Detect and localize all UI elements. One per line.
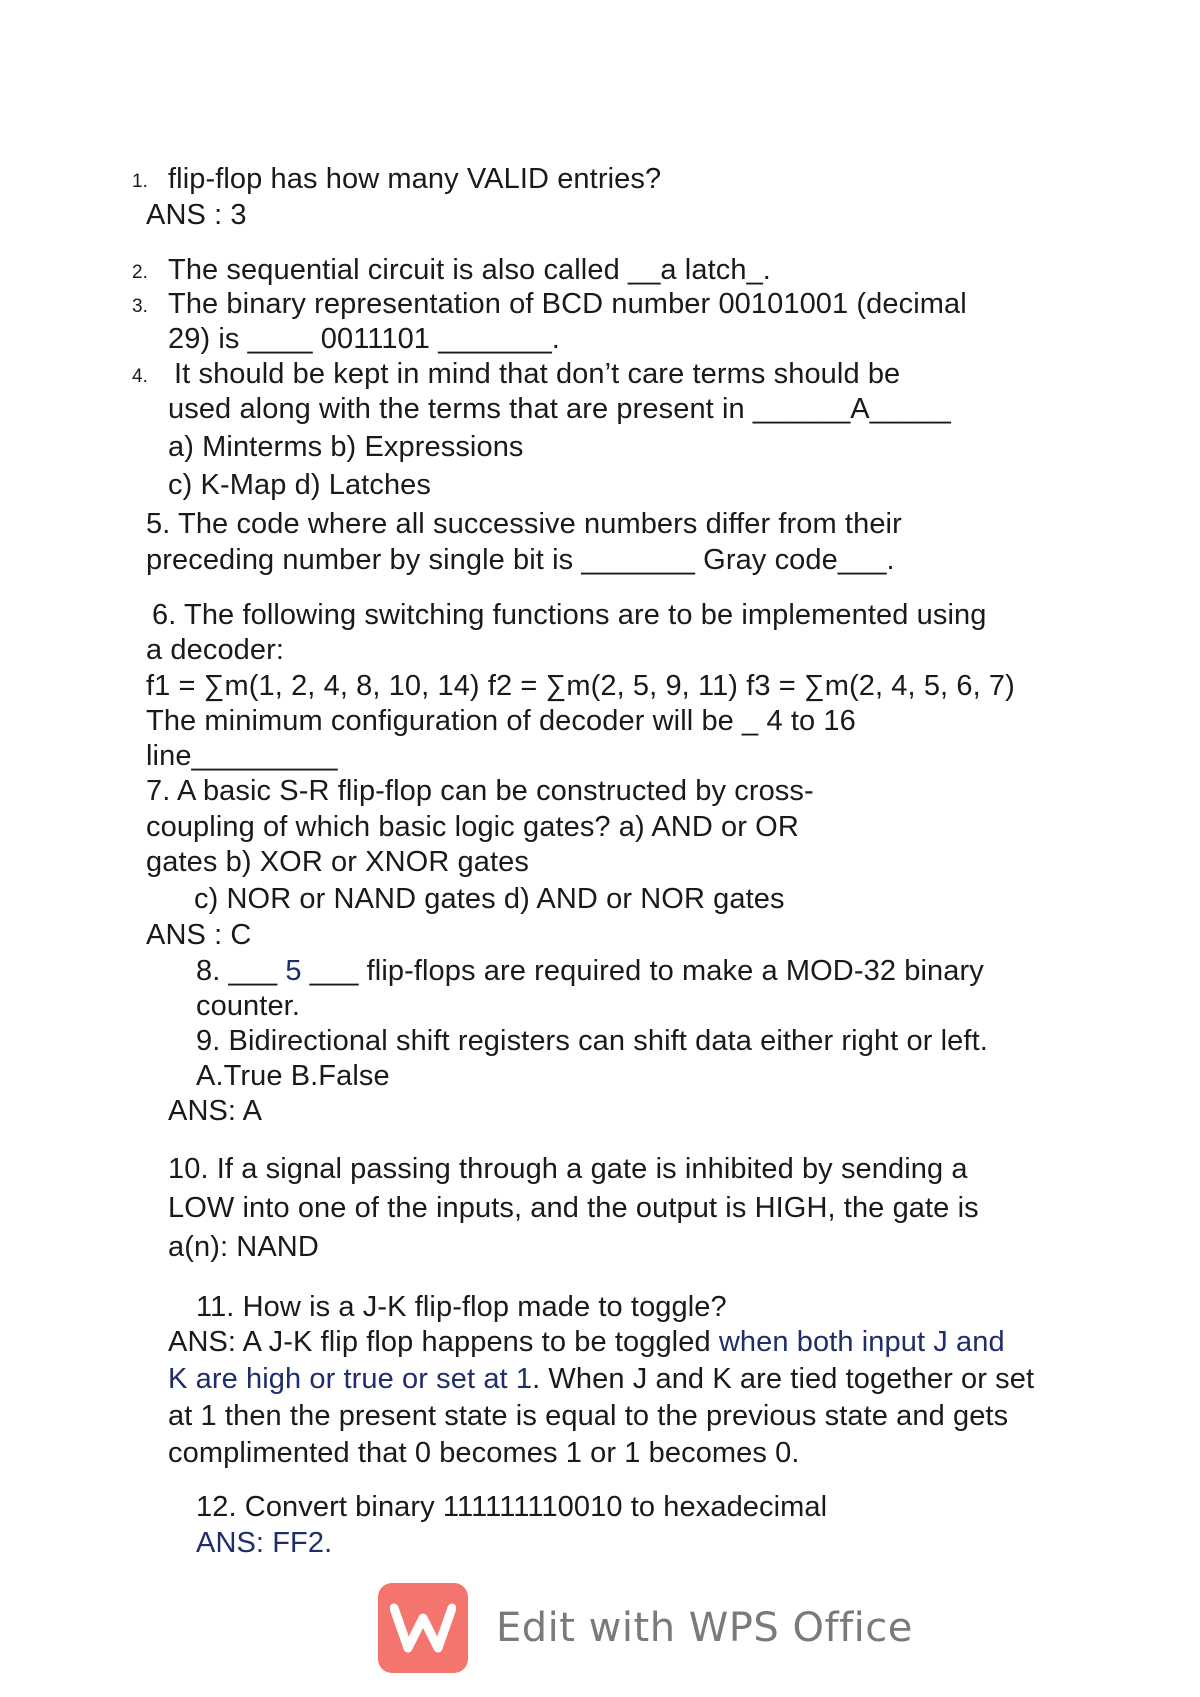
- question-1-number: 1.: [132, 171, 148, 192]
- question-4-line-1: It should be kept in mind that don’t care terms should be: [174, 358, 901, 390]
- question-6-functions: f1 = ∑m(1, 2, 4, 8, 10, 14) f2 = ∑m(2, 5, 9, 11) f3 = ∑m(2, 4, 5, 6, 7): [146, 670, 1015, 702]
- question-11-answer-line-3: at 1 then the present state is equal to the previous state and gets: [168, 1400, 1009, 1432]
- question-6-line-1: 6. The following switching functions are to be implemented using: [152, 599, 987, 631]
- question-11-answer-2b: . When J and K are tied together or set: [532, 1363, 1035, 1395]
- question-7-line-1: 7. A basic S-R flip-flop can be constructed by cross-: [146, 775, 814, 807]
- question-11-answer-1a: ANS: A J-K flip flop happens to be toggled: [168, 1326, 719, 1358]
- question-8-line-1: [196, 954, 984, 988]
- question-6-line-2: a decoder:: [146, 634, 285, 666]
- question-5-line-2: preceding number by single bit is _______ Gray code___.: [146, 544, 895, 576]
- question-4-line-2: used along with the terms that are present in ______A_____: [168, 393, 951, 425]
- question-11-line-1: 11. How is a J-K flip-flop made to toggle?: [196, 1291, 727, 1323]
- question-8-line-2: counter.: [196, 990, 300, 1022]
- wps-w-logo-icon: [378, 1583, 468, 1673]
- question-10-line-3: a(n): NAND: [168, 1231, 319, 1263]
- question-6-line-4: The minimum configuration of decoder will be _ 4 to 16: [146, 705, 856, 737]
- question-7-line-3: gates b) XOR or XNOR gates: [146, 846, 529, 878]
- question-4-number: 4.: [132, 366, 148, 387]
- question-8-prefix: 8. ___: [196, 955, 286, 987]
- question-10-line-2: LOW into one of the inputs, and the output is HIGH, the gate is: [168, 1192, 979, 1224]
- question-7-answer: ANS : C: [146, 919, 252, 951]
- wps-watermark[interactable]: [378, 1582, 913, 1674]
- question-9-answer: ANS: A: [168, 1095, 263, 1127]
- question-2-text: The sequential circuit is also called __a latch_.: [168, 254, 771, 286]
- question-10-line-1: 10. If a signal passing through a gate is inhibited by sending a: [168, 1153, 968, 1185]
- question-2-number: 2.: [132, 262, 148, 283]
- question-5-line-1: 5. The code where all successive numbers differ from their: [146, 508, 902, 540]
- question-6-line-5: line_________: [146, 740, 338, 772]
- question-8-suffix: ___ flip-flops are required to make a MOD-32 binary: [301, 955, 984, 987]
- question-11-answer-1b: when both input J and: [718, 1326, 1005, 1358]
- question-9-options: A.True B.False: [196, 1060, 390, 1092]
- question-3-line-1: The binary representation of BCD number 00101001 (decimal: [168, 288, 967, 320]
- question-8-answer: 5: [285, 955, 302, 987]
- wps-watermark-text: Edit with WPS Office: [496, 1605, 913, 1651]
- question-9-line-1: 9. Bidirectional shift registers can shift data either right or left.: [196, 1025, 988, 1057]
- question-11-answer-line-1: [168, 1325, 1005, 1359]
- question-3-number: 3.: [132, 296, 148, 317]
- question-4-options-cd: c) K-Map d) Latches: [168, 469, 431, 501]
- question-12-line-1: 12. Convert binary 111111110010 to hexadecimal: [196, 1491, 828, 1523]
- question-12-answer: ANS: FF2.: [196, 1527, 333, 1559]
- question-1-answer: ANS : 3: [146, 199, 247, 231]
- question-1-text: flip-flop has how many VALID entries?: [168, 163, 662, 195]
- question-4-options-ab: a) Minterms b) Expressions: [168, 431, 524, 463]
- question-7-line-4: c) NOR or NAND gates d) AND or NOR gates: [194, 883, 785, 915]
- question-11-answer-line-2: [168, 1362, 1034, 1396]
- question-11-answer-2a: K are high or true or set at 1: [168, 1363, 533, 1395]
- question-11-answer-line-4: complimented that 0 becomes 1 or 1 becomes 0.: [168, 1437, 800, 1469]
- question-7-line-2: coupling of which basic logic gates? a) AND or OR: [146, 811, 799, 843]
- question-3-line-2: 29) is ____ 0011101 _______.: [168, 323, 560, 355]
